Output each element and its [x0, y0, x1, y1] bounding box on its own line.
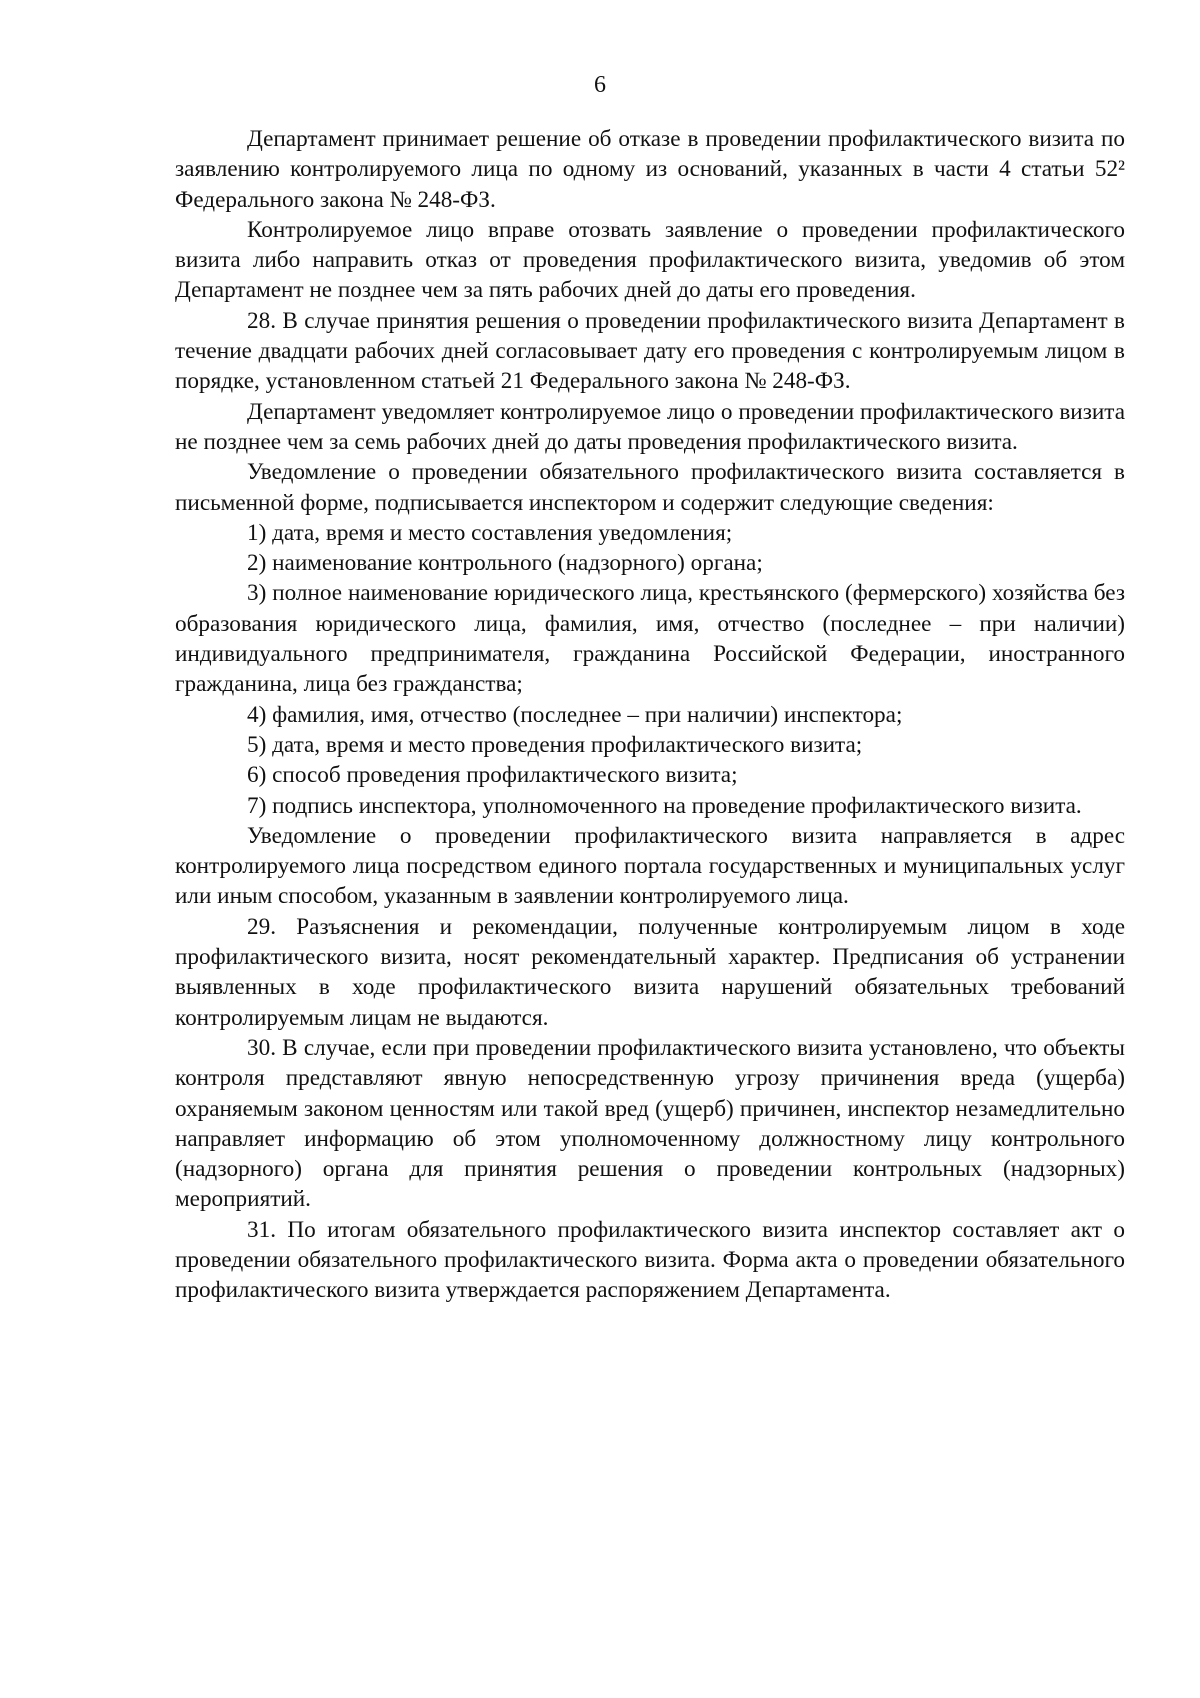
list-item-3: 3) полное наименование юридического лица, крестьянского (фермерского) хозяйства без образования юридического лица, фамилия, имя, отчество (последнее – при наличии) индивидуального предпринимателя, гражданина Российской Федерации, иностранного гражданина, лица без гражданства; — [175, 580, 1125, 698]
paragraph-item-30: 30. В случае, если при проведении профилактического визита установлено, что объекты контроля представляют явную непосредственную угрозу причинения вреда (ущерба) охраняемым законом ценностям или такой вред (ущерб) причинен, инспектор незамедлительно направляет информацию об этом уполномоченному должностному лицу контрольного (надзорного) органа для принятия решения о проведении контрольных (надзорных) мероприятий. — [175, 1034, 1125, 1213]
list-item-5: 5) дата, время и место проведения профилактического визита; — [247, 731, 863, 758]
list-item-6: 6) способ проведения профилактического визита; — [247, 762, 738, 789]
list-item-1: 1) дата, время и место составления уведомления; — [247, 519, 733, 546]
paragraph-item-31: 31. По итогам обязательного профилактического визита инспектор составляет акт о проведении обязательного профилактического визита. Форма акта о проведении обязательного профилактического визита утверждается распоряжением Департамента. — [175, 1216, 1125, 1304]
list-item-2: 2) наименование контрольного (надзорного) органа; — [247, 550, 763, 577]
paragraph-notification-deadline: Департамент уведомляет контролируемое лицо о проведении профилактического визита не позднее чем за семь рабочих дней до даты проведения профилактического визита. — [175, 398, 1125, 455]
paragraph-item-29: 29. Разъяснения и рекомендации, полученные контролируемым лицом в ходе профилактического визита, носят рекомендательный характер. Предписания об устранении выявленных в ходе профилактического визита нарушений обязательных требований контролируемым лицам не выдаются. — [175, 913, 1125, 1031]
page-number: 6 — [594, 72, 606, 98]
paragraph-item-28: 28. В случае принятия решения о проведении профилактического визита Департамент в течение двадцати рабочих дней согласовывает дату его проведения с контролируемым лицом в порядке, установленном статьей 21 Федерального закона № 248-ФЗ. — [175, 307, 1125, 395]
document-body — [175, 124, 1125, 1306]
paragraph-notification-delivery: Уведомление о проведении профилактического визита направляется в адрес контролируемого лица посредством единого портала государственных и муниципальных услуг или иным способом, указанным в заявлении контролируемого лица. — [175, 822, 1125, 910]
paragraph-withdraw-application: Контролируемое лицо вправе отозвать заявление о проведении профилактического визита либо направить отказ от проведения профилактического визита, уведомив об этом Департамент не позднее чем за пять рабочих дней до даты его проведения. — [175, 216, 1125, 304]
paragraph-notification-form: Уведомление о проведении обязательного профилактического визита составляется в письменной форме, подписывается инспектором и содержит следующие сведения: — [175, 459, 1125, 516]
paragraph-refusal-decision: Департамент принимает решение об отказе в проведении профилактического визита по заявлению контролируемого лица по одному из оснований, указанных в части 4 статьи 52² Федерального закона № 248-ФЗ. — [175, 126, 1125, 213]
list-item-7: 7) подпись инспектора, уполномоченного на проведение профилактического визита. — [247, 792, 1082, 819]
list-item-4: 4) фамилия, имя, отчество (последнее – при наличии) инспектора; — [247, 701, 903, 728]
